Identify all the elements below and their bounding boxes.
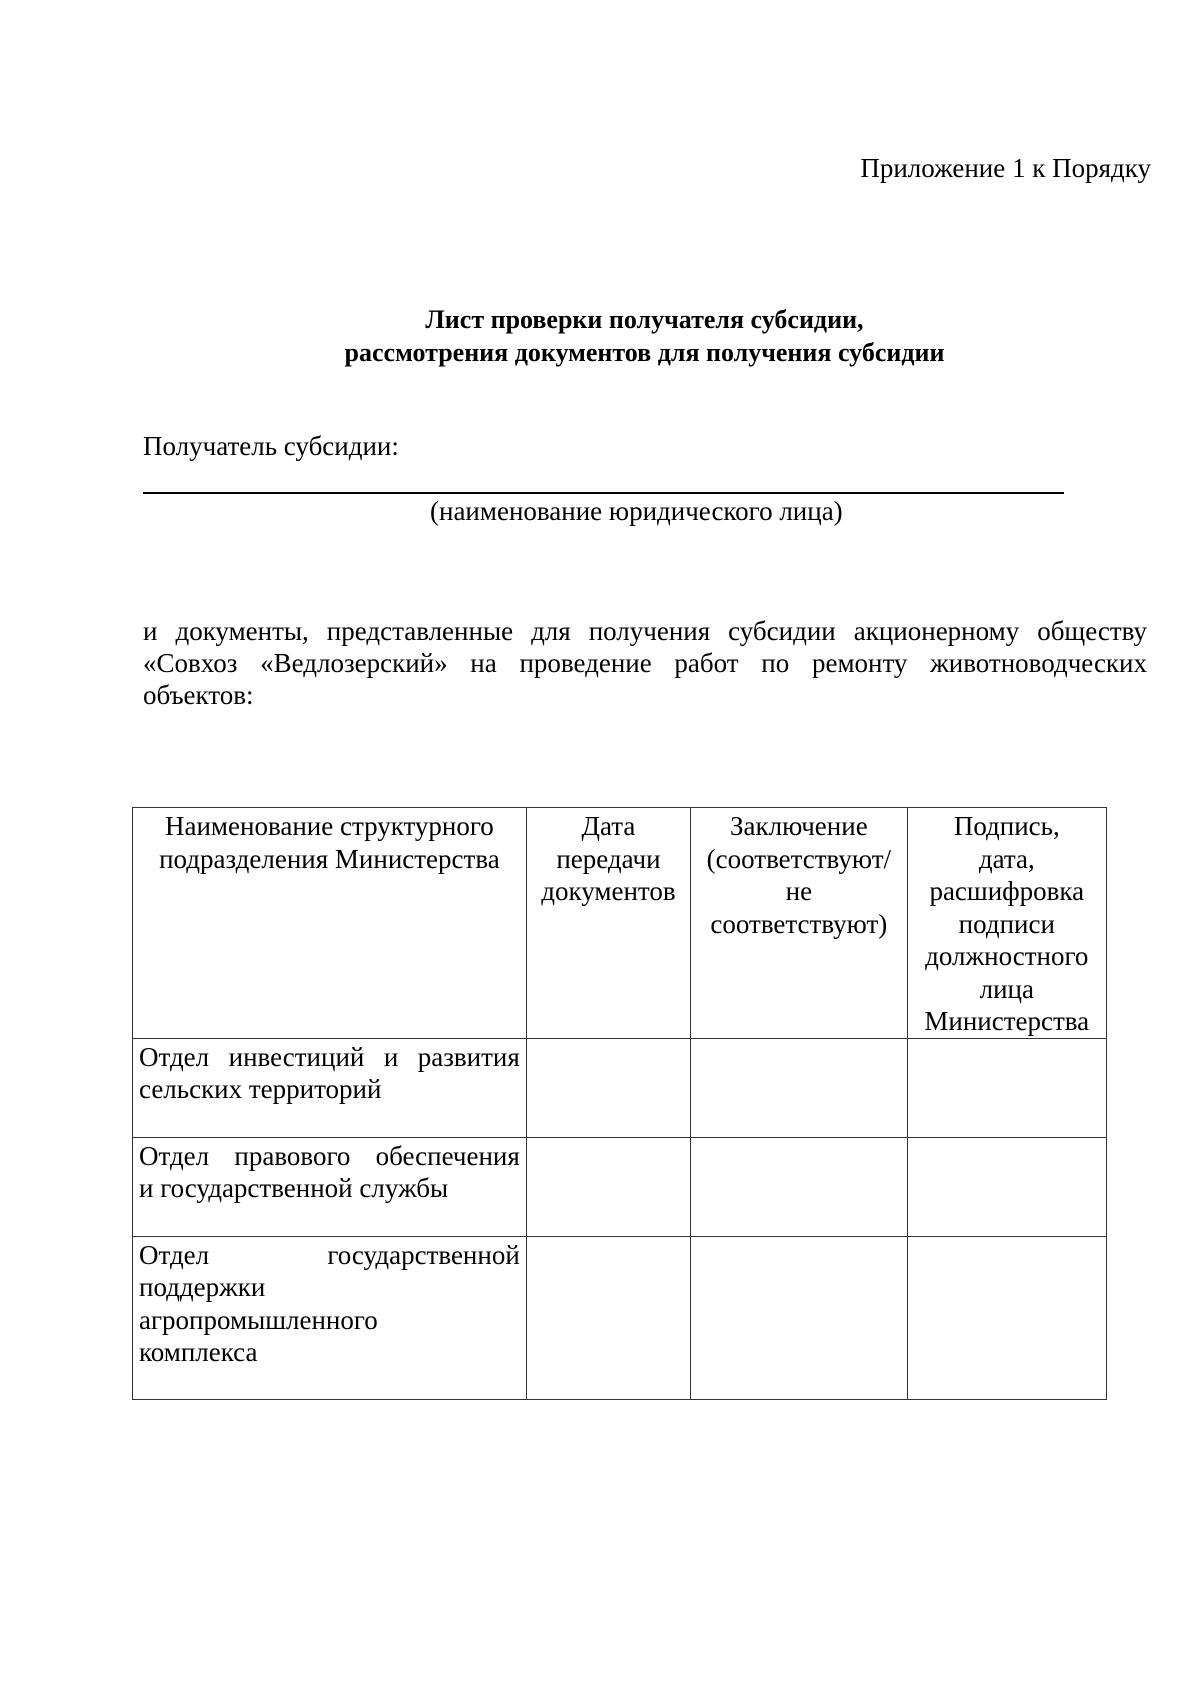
header-transfer-date (526, 808, 690, 1039)
signature-cell[interactable] (907, 1236, 1106, 1399)
department-line: комплекса (139, 1337, 258, 1367)
header-signature-line: дата, (978, 843, 1035, 874)
appendix-reference: Приложение 1 к Порядку (860, 153, 1151, 183)
checklist-table (132, 807, 1107, 1400)
header-conclusion (691, 808, 907, 1039)
conclusion-cell[interactable] (691, 1236, 907, 1399)
header-conclusion-line: не (785, 876, 813, 906)
title-line-2: рассмотрения документов для получения субсидии (344, 338, 945, 367)
header-signature-line: Подпись, (953, 811, 1060, 841)
header-signature-line: расшифровка (929, 876, 1085, 906)
department-line: поддержки (139, 1272, 266, 1302)
header-date-line: Дата (581, 811, 636, 841)
intro-line-2: «Совхоз «Ведлозерский» на проведение работ по ремонту животноводческих (143, 648, 1147, 678)
title-line-1: Лист проверки получателя субсидии, (425, 305, 864, 334)
department-cell (133, 1236, 527, 1399)
header-signature (907, 808, 1106, 1039)
header-conclusion-line: соответствуют) (710, 908, 888, 939)
header-signature-line: должностного (925, 941, 1089, 971)
department-line: агропромышленного (139, 1304, 378, 1335)
transfer-date-cell[interactable] (526, 1038, 690, 1137)
document-title (0, 303, 1200, 369)
table-header-row (133, 808, 1107, 1039)
recipient-label: Получатель субсидии: (143, 431, 399, 461)
header-department-line: Наименование структурного (165, 811, 494, 841)
intro-line-3: объектов: (143, 680, 254, 710)
header-date-line: документов (541, 876, 676, 906)
table-row (133, 1137, 1107, 1236)
department-line: и государственной службы (139, 1173, 449, 1203)
department-line: Отдел государственной (139, 1239, 520, 1270)
transfer-date-cell[interactable] (526, 1236, 690, 1399)
conclusion-cell[interactable] (691, 1038, 907, 1137)
table-row (133, 1038, 1107, 1137)
header-conclusion-line: Заключение (729, 811, 868, 841)
signature-cell[interactable] (907, 1137, 1106, 1236)
department-line: сельских территорий (139, 1074, 382, 1104)
signature-cell[interactable] (907, 1038, 1106, 1137)
department-line: Отдел правового обеспечения (139, 1140, 520, 1171)
recipient-hint: (наименование юридического лица) (430, 496, 843, 526)
header-signature-line: подписи (958, 908, 1055, 939)
header-signature-line: Министерства (924, 1006, 1090, 1036)
transfer-date-cell[interactable] (526, 1137, 690, 1236)
header-date-line: передачи (556, 843, 661, 874)
department-cell (133, 1038, 527, 1137)
table-row (133, 1236, 1107, 1399)
department-cell (133, 1137, 527, 1236)
conclusion-cell[interactable] (691, 1137, 907, 1236)
header-department-line: подразделения Министерства (159, 843, 500, 874)
intro-line-1: и документы, представленные для получения субсидии акционерному обществу (143, 616, 1147, 646)
header-conclusion-line: (соответствуют/ (706, 843, 892, 874)
intro-paragraph (143, 615, 1147, 711)
header-department (133, 808, 527, 1039)
header-signature-line: лица (979, 973, 1034, 1004)
department-line: Отдел инвестиций и развития (139, 1041, 520, 1072)
